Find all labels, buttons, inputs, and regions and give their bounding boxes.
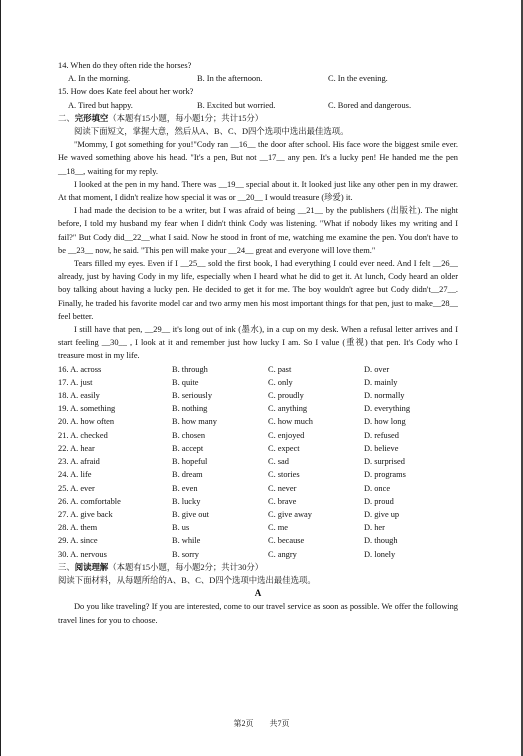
passage-paragraph: "Mommy, I got something for you!"Cody ran __16__ the door after school. His face wore the biggest smile ever. He waved something above his head. "It's a pen, But not __17__ any pen. It's a lucky pen! He handed me the pen __18__, waiting for my reply. [58,140,458,176]
choice-option: B. nothing [172,404,208,414]
choice-question-option-a: 30. A. nervous [58,549,107,559]
option: A. Tired but happy. [68,100,133,110]
choice-option: B. give out [172,509,209,519]
choice-option: D. over [364,364,390,374]
cloze-choices [58,363,458,561]
choice-question-option-a: 16. A. across [58,364,102,374]
option: C. Bored and dangerous. [328,100,412,110]
choice-option: C. give away [268,509,312,519]
choice-option: D. once [364,483,391,493]
choice-option: D. give up [364,509,400,519]
choice-question-option-a: 19. A. something [58,404,116,414]
choice-option: B. sorry [172,549,199,559]
choice-question-option-a: 17. A. just [58,377,93,387]
choice-option: B. hopeful [172,457,208,467]
section-2-instruction: 阅读下面短文，掌握大意，然后从A、B、C、D四个选项中选出最佳选项。 [74,127,349,137]
choice-question-option-a: 25. A. ever [58,483,95,493]
part-a-label: A [254,588,262,599]
page-content [58,59,458,627]
choice-option: C. anything [268,404,308,414]
section-scoring: （本题有15小题，每小题1分；共计15分） [108,113,264,123]
choice-question-option-a: 21. A. checked [58,430,108,440]
page-footer: 第2页 共7页 [233,719,290,728]
section-3-heading [58,561,458,574]
option: C. In the evening. [328,74,388,84]
choice-question-option-a: 29. A. since [58,536,98,546]
option: B. Excited but worried. [197,100,276,110]
choice-question-option-a: 27. A. give back [58,509,113,519]
choice-option: B. chosen [172,430,206,440]
choice-option: C. only [268,377,293,387]
choice-option: C. stories [268,470,300,480]
choice-question-option-a: 22. A. hear [58,443,95,453]
question-15-stem: 15. How does Kate feel about her work? [58,87,194,97]
part-a-intro: Do you like traveling? If you are interested, come to our travel service as soon as possible. We offer the following travel lines for you to choose. [58,602,458,625]
choice-option: D. refused [364,430,399,440]
passage-paragraph: I still have that pen, __29__ it's long out of ink (墨水), in a cup on my desk. When a refusal letter arrives and I start feeling __30__ , I look at it and remember just how lucky I am. So I value (重视) that pen. It's Cody who I treasure most in my life. [58,325,458,361]
choice-option: B. how many [172,417,217,427]
choice-option: D. believe [364,443,399,453]
choice-option: B. us [172,523,190,533]
question-15 [58,85,458,111]
section-2-heading [58,112,458,125]
passage-paragraph: Tears filled my eyes. Even if I __25__ sold the first book, I had everything I could ever need. And I felt __26__ already, just by having Cody in my life, especially when I heard what he did to get it. At lunch, Cody heard an older boy talking about having a lucky pen. He decided to get it for me. The boy wouldn't agree but Cody didn't__27__. Finally, he traded his favorite model car and two army men his most important things for that pen, just to make__28__ feel better. [58,259,458,321]
choice-question-option-a: 23. A. afraid [58,457,100,467]
choice-option: C. me [268,523,289,533]
section-title: 阅读理解 [74,562,109,572]
choice-option: B. dream [172,470,203,480]
choice-option: D. proud [364,496,394,506]
section-3-instruction: 阅读下面材料，从每题所给的A、B、C、D四个选项中选出最佳选项。 [58,575,316,585]
choice-option: C. past [268,364,292,374]
choice-option: C. how much [268,417,313,427]
choice-option: D. how long [364,417,406,427]
choice-option: B. seriously [172,391,213,401]
passage-paragraph: I had made the decision to be a writer, but I was afraid of being __21__ by the publishers (出版社). The night before, I told my husband my fear when I didn't think Cody was listening. "What if nobody likes my writing and I fail?" But Cody did__22__what I said. Now he stood in front of me, watching me examine the pen. You don't have to be __23__ now, he said. "This pen will make your __24__ great and everyone will love them." [58,206,458,255]
section-scoring: （本题有15小题，每小题2分；共计30分） [108,562,264,572]
choice-option: C. expect [268,443,300,453]
choice-option: C. because [268,536,305,546]
choice-option: C. enjoyed [268,430,305,440]
choice-option: D. surprised [364,457,405,467]
option: B. In the afternoon. [197,74,263,84]
choice-option: D. everything [364,404,411,414]
choice-option: B. lucky [172,496,201,506]
choice-option: D. her [364,523,385,533]
choice-question-option-a: 28. A. them [58,523,98,533]
choice-option: B. while [172,536,201,546]
choice-question-option-a: 18. A. easily [58,391,100,401]
question-14-stem: 14. When do they often ride the horses? [58,61,192,70]
choice-option: D. normally [364,391,405,401]
choice-question-option-a: 24. A. life [58,470,92,480]
passage-paragraph: I looked at the pen in my hand. There was __19__ special about it. It looked just like any other pen in my drawer. At that moment, I didn't realize how special it was or __20__ I would treasure (珍爱) it. [58,179,458,203]
option: A. In the morning. [68,74,131,84]
choice-option: D. though [364,536,398,546]
choice-option: B. through [172,364,208,374]
cloze-passage [58,138,458,362]
section-title: 完形填空 [74,113,109,123]
choice-option: C. never [268,483,297,493]
question-14-options [68,72,458,85]
choice-option: B. accept [172,443,204,453]
page-edge-left [0,0,1,756]
choice-question-option-a: 26. A. comfortable [58,496,121,506]
choice-option: D. mainly [364,377,398,387]
choice-option: B. even [172,483,198,493]
section-number: 三、 [58,562,75,572]
choice-option: C. proudly [268,391,304,401]
choice-option: C. brave [268,496,297,506]
question-14 [58,59,458,85]
question-15-options [68,99,458,112]
choice-option: D. lonely [364,549,396,559]
choice-option: C. sad [268,457,289,467]
choice-option: B. quite [172,377,199,387]
choice-option: C. angry [268,549,297,559]
choice-option: D. programs [364,470,406,480]
choice-question-option-a: 20. A. how often [58,417,115,427]
section-number: 二、 [58,113,75,123]
